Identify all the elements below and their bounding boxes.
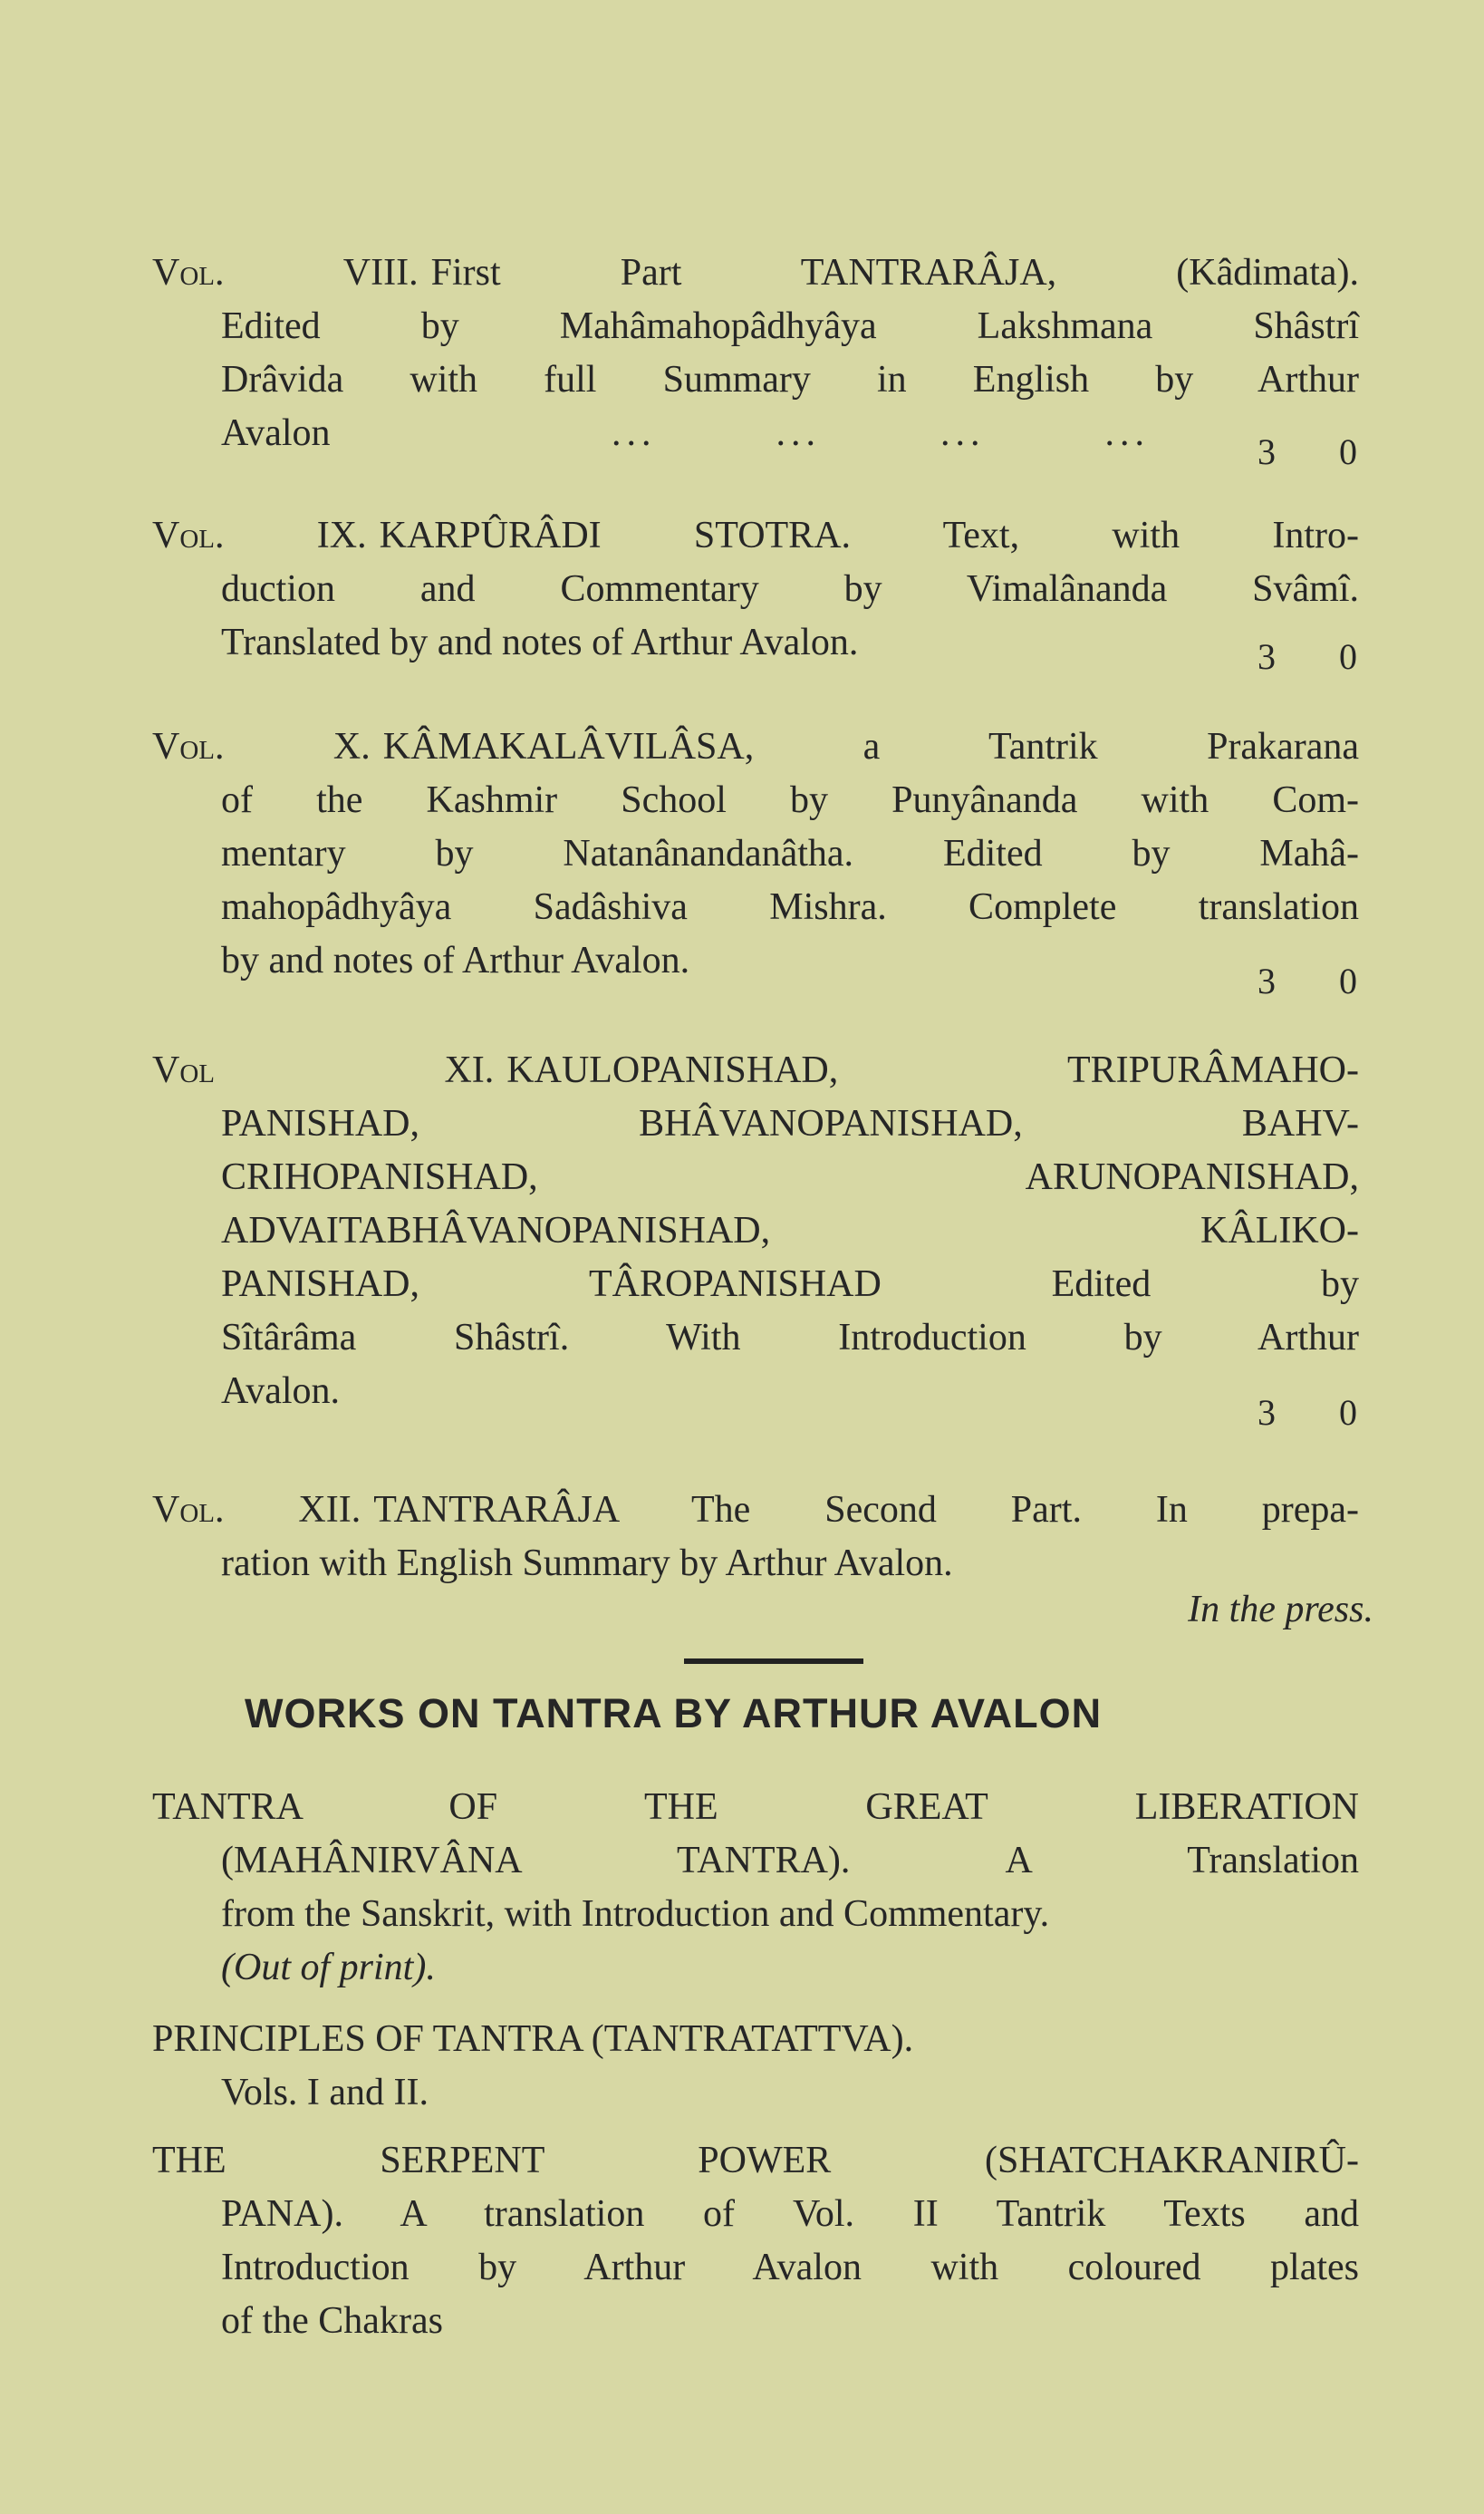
work-line: TANTRA OF THE GREAT LIBERATION (152, 1786, 1359, 1828)
volume-line: Vol. VIII. First Part TANTRARÂJA, (Kâdimata). (152, 252, 1359, 294)
work-line: Vols. I and II. (221, 2072, 429, 2113)
volume-line: ADVAITABHÂVANOPANISHAD, KÂLIKO- (221, 1210, 1359, 1252)
volume-entry-x (152, 720, 1366, 988)
work-entry-great-liberation (152, 1781, 1366, 1995)
volume-line: Vol. IX. KARPÛRÂDI STOTRA. Text, with Intro- (152, 515, 1359, 556)
work-line: of the Chakras (221, 2300, 443, 2342)
volume-line: Edited by Mahâmahopâdhyâya Lakshmana Shâstrî (221, 305, 1359, 347)
volume-line: Avalon. (221, 1370, 341, 1412)
work-line: Introduction by Arthur Avalon with coloured plates (221, 2247, 1359, 2288)
section-divider (684, 1658, 863, 1664)
volume-number: Vol. VIII. (152, 252, 419, 294)
volume-price: 3 0 (1258, 1392, 1384, 1433)
volume-entry-viii (152, 247, 1366, 460)
work-entry-serpent-power (152, 2134, 1366, 2348)
volume-entry-xi (152, 1044, 1366, 1418)
volume-line: Translated by and notes of Arthur Avalon. (221, 622, 859, 663)
volume-line: PANISHAD, TÂROPANISHAD Edited by (221, 1263, 1359, 1305)
volume-line: CRIHOPANISHAD, ARUNOPANISHAD, (221, 1156, 1359, 1198)
work-note: (Out of print). (221, 1947, 436, 1988)
volume-line: mentary by Natanânandanâtha. Edited by Mahâ- (221, 833, 1359, 875)
volume-price: 3 0 (1258, 636, 1384, 677)
volume-line: duction and Commentary by Vimalânanda Svâmî. (221, 568, 1359, 610)
leader-dots: ... ... ... ... (612, 412, 1151, 454)
volume-line: Avalon ... ... ... ... (221, 412, 1151, 454)
volume-line: Vol. X. KÂMAKALÂVILÂSA, a Tantrik Prakarana (152, 726, 1359, 768)
volume-entry-ix (152, 509, 1366, 670)
volume-line: Sîtârâma Shâstrî. With Introduction by Arthur (221, 1317, 1359, 1359)
publication-status: In the press. (1188, 1589, 1373, 1630)
volume-line: Vol. XII. TANTRARÂJA The Second Part. In prepa- (152, 1489, 1360, 1531)
volume-number: Vol XI. (152, 1049, 495, 1091)
work-line: PANA). A translation of Vol. II Tantrik Texts and (221, 2193, 1359, 2235)
section-heading: WORKS ON TANTRA BY ARTHUR AVALON (245, 1690, 1103, 1736)
volume-entry-xii (152, 1484, 1366, 1591)
work-entry-principles (152, 2013, 1366, 2120)
work-line: (MAHÂNIRVÂNA TANTRA). A Translation (221, 1840, 1359, 1881)
volume-line: Drâvida with full Summary in English by Arthur (221, 359, 1359, 401)
volume-line: PANISHAD, BHÂVANOPANISHAD, BAHV- (221, 1103, 1359, 1145)
volume-line: ration with English Summary by Arthur Avalon. (221, 1542, 953, 1584)
volume-number: Vol. X. (152, 726, 371, 768)
volume-number: Vol. XII. (152, 1489, 361, 1531)
volume-price: 3 0 (1258, 431, 1384, 472)
volume-line: by and notes of Arthur Avalon. (221, 940, 690, 981)
volume-line: Vol XI. KAULOPANISHAD, TRIPURÂMAHO- (152, 1049, 1359, 1091)
volume-line: mahopâdhyâya Sadâshiva Mishra. Complete translation (221, 886, 1359, 928)
volume-number: Vol. IX. (152, 515, 367, 556)
work-line: THE SERPENT POWER (SHATCHAKRANIRÛ- (152, 2140, 1359, 2181)
volume-line: of the Kashmir School by Punyânanda with Com- (221, 779, 1359, 821)
volume-price: 3 0 (1258, 961, 1384, 1001)
work-line: PRINCIPLES OF TANTRA (TANTRATATTVA). (152, 2018, 914, 2060)
work-line: from the Sanskrit, with Introduction and Commentary. (221, 1893, 1050, 1935)
